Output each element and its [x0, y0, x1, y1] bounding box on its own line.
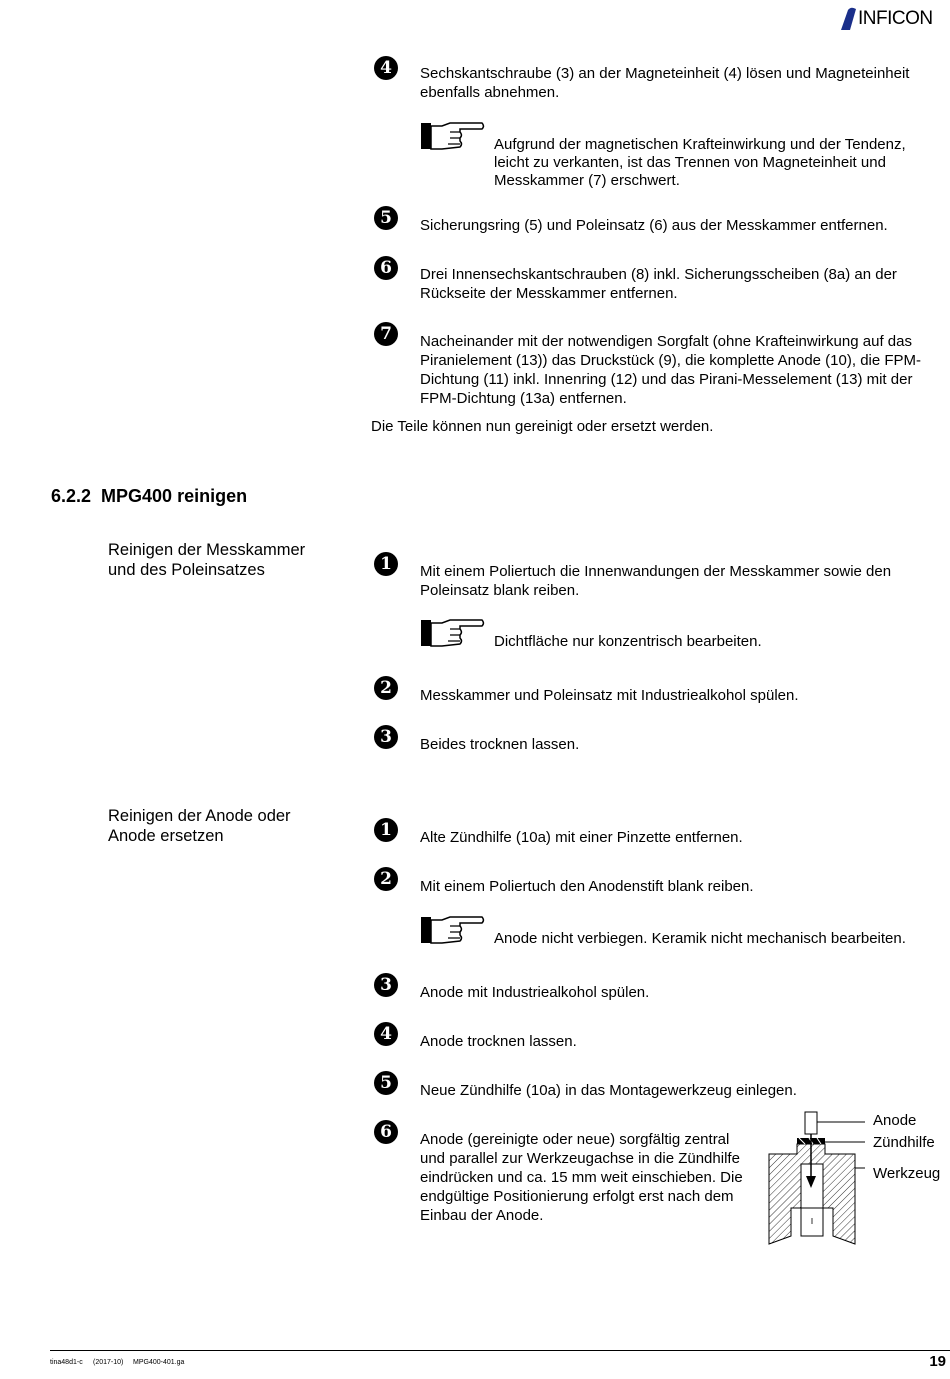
step-text: Sicherungsring (5) und Poleinsatz (6) aus der Messkammer entfernen. — [420, 217, 888, 234]
footer-divider — [50, 1350, 950, 1351]
footer-file: MPG400-401.ga — [133, 1359, 185, 1366]
subsection-heading-line: Anode ersetzen — [108, 827, 224, 845]
step-text: Drei Innensechskantschrauben (8) inkl. Sicherungsscheiben (8a) an der Rückseite der Messkammer entfernen. — [420, 266, 897, 302]
step-number: 6 — [374, 1120, 398, 1144]
figure-label: Anode — [873, 1112, 917, 1129]
step-text: Alte Zündhilfe (10a) mit einer Pinzette entfernen. — [420, 829, 743, 846]
page-number: 19 — [929, 1353, 946, 1370]
step-number: 4 — [374, 56, 398, 80]
step-number: 1 — [374, 818, 398, 842]
step-text: Nacheinander mit der notwendigen Sorgfalt (ohne Krafteinwirkung auf das Piranielement (13)) das Druckstück (9), die komplette Anode (10), die FPM-Dichtung (11) inkl. Innenring (12) und das Pirani-Messelement (13) mit der FPM-Dichtung (13a) entfernen. — [420, 333, 922, 407]
step-number: 5 — [374, 1071, 398, 1095]
note-text: Aufgrund der magnetischen Krafteinwirkung und der Tendenz, leicht zu verkanten, ist das Trennen von Magneteinheit und Messkammer (7) erschwert. — [494, 136, 906, 189]
step-number: 4 — [374, 1022, 398, 1046]
section-title: 6.2.2 MPG400 reinigen — [51, 486, 248, 506]
step-number: 2 — [374, 867, 398, 891]
pointing-hand-icon — [420, 914, 486, 946]
step-text: Mit einem Poliertuch den Anodenstift blank reiben. — [420, 878, 754, 895]
step-text: Beides trocknen lassen. — [420, 736, 580, 753]
subsection-heading-line: Reinigen der Messkammer — [108, 541, 306, 559]
figure-label: Werkzeug — [873, 1165, 941, 1182]
brand-logo-text: INFICON — [858, 8, 933, 29]
note-text: Dichtfläche nur konzentrisch bearbeiten. — [494, 633, 762, 650]
anode-tool-diagram-icon — [765, 1108, 865, 1250]
note-text: Anode nicht verbiegen. Keramik nicht mechanisch bearbeiten. — [494, 930, 906, 947]
subsection-heading-line: und des Poleinsatzes — [108, 561, 265, 579]
footer-doc-id: tina48d1-c — [50, 1359, 83, 1366]
footer-date: (2017-10) — [93, 1359, 124, 1366]
step-text: Neue Zündhilfe (10a) in das Montagewerkzeug einlegen. — [420, 1082, 797, 1099]
conclusion-text: Die Teile können nun gereinigt oder ersetzt werden. — [371, 418, 714, 435]
step-text: Mit einem Poliertuch die Innenwandungen der Messkammer sowie den Poleinsatz blank reiben. — [420, 563, 892, 599]
step-number: 6 — [374, 256, 398, 280]
subsection-heading-line: Reinigen der Anode oder — [108, 807, 291, 825]
step-number: 3 — [374, 725, 398, 749]
step-number: 1 — [374, 552, 398, 576]
subsection-heading — [108, 540, 305, 580]
step-text: Sechskantschraube (3) an der Magneteinheit (4) lösen und Magneteinheit ebenfalls abnehmen. — [420, 65, 910, 101]
figure-label: Zündhilfe — [873, 1134, 935, 1151]
step-number: 7 — [374, 322, 398, 346]
step-number: 3 — [374, 973, 398, 997]
step-text: Messkammer und Poleinsatz mit Industriealkohol spülen. — [420, 687, 799, 704]
step-number: 5 — [374, 206, 398, 230]
pointing-hand-icon — [420, 617, 486, 649]
step-text: Anode mit Industriealkohol spülen. — [420, 984, 650, 1001]
step-text: Anode trocknen lassen. — [420, 1033, 577, 1050]
subsection-heading — [108, 806, 291, 846]
pointing-hand-icon — [420, 120, 486, 152]
step-number: 2 — [374, 676, 398, 700]
step-text: Anode (gereinigte oder neue) sorgfältig zentral und parallel zur Werkzeugachse in die Zündhilfe eindrücken und ca. 15 mm weit einschieben. Die endgültige Positionierung erfolgt erst nach dem Einbau der Anode. — [420, 1131, 743, 1224]
